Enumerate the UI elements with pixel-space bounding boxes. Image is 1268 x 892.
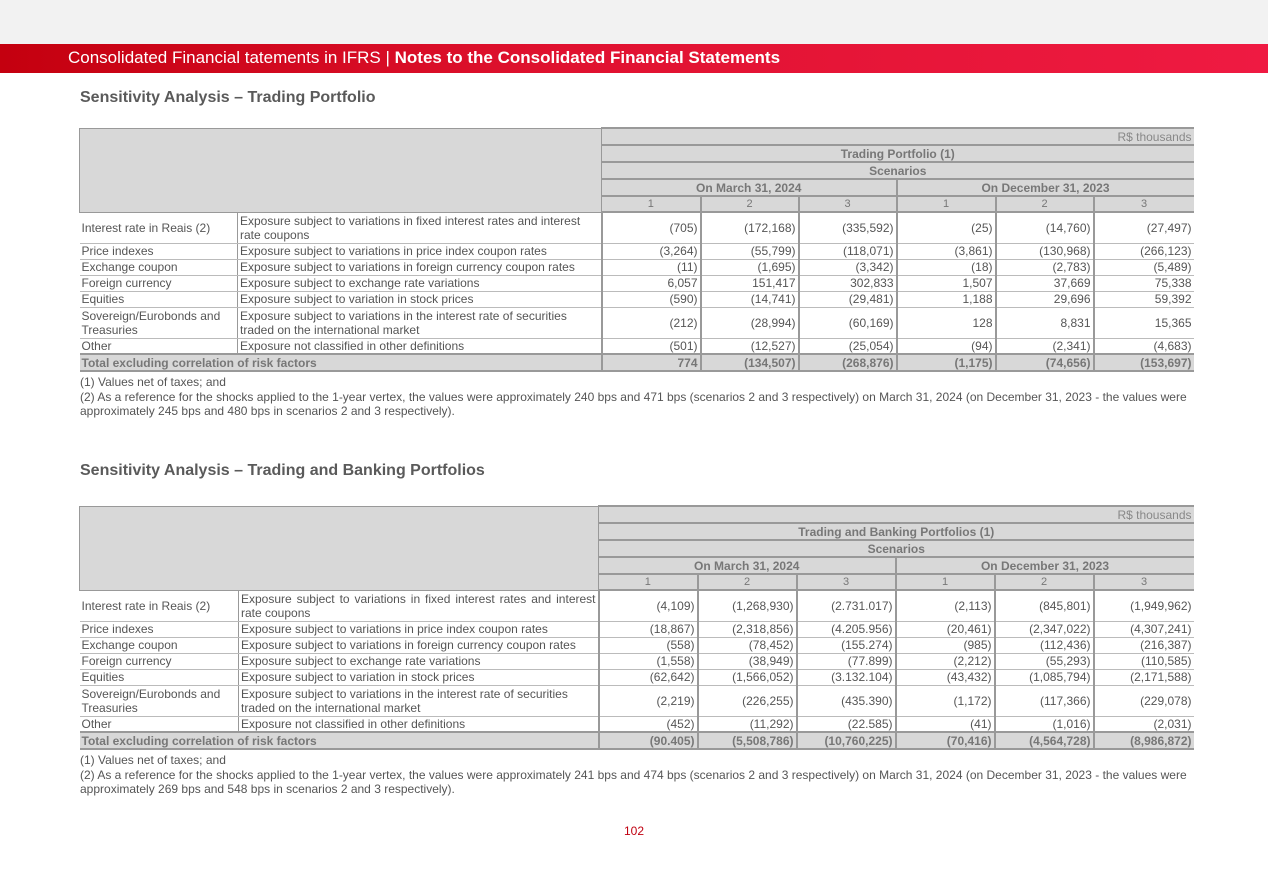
cell-value: (590) xyxy=(602,291,701,307)
total-value: (153,697) xyxy=(1094,354,1194,371)
cell-value: (212) xyxy=(602,307,701,338)
row-description: Exposure not classified in other definitions xyxy=(239,716,599,732)
cell-value: (18,867) xyxy=(599,621,698,637)
table-row xyxy=(80,259,1194,275)
row-label: Price indexes xyxy=(80,243,238,259)
table1-col-header: 1 xyxy=(602,196,701,212)
total-value: (74,656) xyxy=(996,354,1094,371)
row-label: Equities xyxy=(80,669,239,685)
cell-value: (27,497) xyxy=(1094,212,1194,243)
total-value: (4,564,728) xyxy=(995,732,1094,749)
cell-value: (2,347,022) xyxy=(995,621,1094,637)
cell-value: (2,318,856) xyxy=(698,621,797,637)
cell-value: (130,968) xyxy=(996,243,1094,259)
table2-units: R$ thousands xyxy=(599,506,1194,523)
cell-value: (12,527) xyxy=(701,338,799,354)
cell-value: 128 xyxy=(897,307,996,338)
row-description: Exposure subject to exchange rate variations xyxy=(239,653,599,669)
cell-value: (335,592) xyxy=(799,212,897,243)
cell-value: (55,799) xyxy=(701,243,799,259)
total-value: (5,508,786) xyxy=(698,732,797,749)
cell-value: (78,452) xyxy=(698,637,797,653)
row-label: Exchange coupon xyxy=(80,637,239,653)
total-row xyxy=(80,732,1194,749)
row-description: Exposure subject to variations in the interest rate of securities traded on the international market xyxy=(239,685,599,716)
table2-col-header: 1 xyxy=(599,574,698,590)
table-row xyxy=(80,590,1194,621)
cell-value: (94) xyxy=(897,338,996,354)
header-subsection: Notes to the Consolidated Financial Statements xyxy=(394,48,781,67)
cell-value: (435.390) xyxy=(797,685,896,716)
cell-value: (229,078) xyxy=(1094,685,1194,716)
row-description: Exposure subject to exchange rate variations xyxy=(238,275,602,291)
table2-scenarios: Scenarios xyxy=(599,540,1194,557)
table1-title: Sensitivity Analysis – Trading Portfolio xyxy=(80,89,376,106)
cell-value: (38,949) xyxy=(698,653,797,669)
row-description: Exposure subject to variations in price index coupon rates xyxy=(239,621,599,637)
cell-value: (1,016) xyxy=(995,716,1094,732)
cell-value: (43,432) xyxy=(896,669,995,685)
row-label: Interest rate in Reais (2) xyxy=(80,212,238,243)
table-row xyxy=(80,243,1194,259)
table2-notes xyxy=(80,753,1192,797)
cell-value: (1,566,052) xyxy=(698,669,797,685)
cell-value: (705) xyxy=(602,212,701,243)
table1-col-header: 3 xyxy=(799,196,897,212)
row-description: Exposure subject to variations in the interest rate of securities traded on the international market xyxy=(238,307,602,338)
table-row xyxy=(80,275,1194,291)
cell-value: (29,481) xyxy=(799,291,897,307)
header-bar xyxy=(0,44,1268,73)
table2-period-december-2023: On December 31, 2023 xyxy=(896,557,1194,574)
table1-col-header: 3 xyxy=(1094,196,1194,212)
cell-value: (172,168) xyxy=(701,212,799,243)
cell-value: (60,169) xyxy=(799,307,897,338)
cell-value: 8,831 xyxy=(996,307,1094,338)
cell-value: (2.731.017) xyxy=(797,590,896,621)
cell-value: (3,861) xyxy=(897,243,996,259)
row-label: Other xyxy=(80,338,238,354)
cell-value: (2,341) xyxy=(996,338,1094,354)
cell-value: (1,085,794) xyxy=(995,669,1094,685)
row-description: Exposure subject to variations in fixed interest rates and interest rate coupons xyxy=(238,212,602,243)
cell-value: (22.585) xyxy=(797,716,896,732)
table2-portfolio: Trading and Banking Portfolios (1) xyxy=(599,523,1194,540)
total-label: Total excluding correlation of risk factors xyxy=(80,354,602,371)
table1-portfolio: Trading Portfolio (1) xyxy=(602,145,1194,162)
cell-value: (216,387) xyxy=(1094,637,1194,653)
cell-value: (558) xyxy=(599,637,698,653)
cell-value: (4,307,241) xyxy=(1094,621,1194,637)
table-row xyxy=(80,716,1194,732)
cell-value: (1,949,962) xyxy=(1094,590,1194,621)
cell-value: (3,342) xyxy=(799,259,897,275)
cell-value: 6,057 xyxy=(602,275,701,291)
cell-value: (2,113) xyxy=(896,590,995,621)
cell-value: (2,031) xyxy=(1094,716,1194,732)
cell-value: (845,801) xyxy=(995,590,1094,621)
row-description: Exposure subject to variations in price index coupon rates xyxy=(238,243,602,259)
total-value: (70,416) xyxy=(896,732,995,749)
table-row xyxy=(80,653,1194,669)
table-row xyxy=(80,621,1194,637)
table1-units: R$ thousands xyxy=(602,128,1194,145)
cell-value: (3,264) xyxy=(602,243,701,259)
total-value: (1,175) xyxy=(897,354,996,371)
cell-value: (226,255) xyxy=(698,685,797,716)
cell-value: (2,219) xyxy=(599,685,698,716)
total-value: (8,986,872) xyxy=(1094,732,1194,749)
table-row xyxy=(80,307,1194,338)
row-label: Interest rate in Reais (2) xyxy=(80,590,239,621)
row-label: Sovereign/Eurobonds and Treasuries xyxy=(80,307,238,338)
total-value: 774 xyxy=(602,354,701,371)
cell-value: (25) xyxy=(897,212,996,243)
table1-col-header: 2 xyxy=(996,196,1094,212)
cell-value: (41) xyxy=(896,716,995,732)
table1-note-2: (2) As a reference for the shocks applied to the 1-year vertex, the values were approximately 240 bps and 471 bps (scenarios 2 and 3 respectively) on March 31, 2024 (on December 31, 2023 - the values were approximately 245 bps and 480 bps in scenarios 2 and 3 respectively). xyxy=(80,389,1187,418)
cell-value: (18) xyxy=(897,259,996,275)
table2-corner xyxy=(80,506,599,590)
table2-note-2: (2) As a reference for the shocks applied to the 1-year vertex, the values were approximately 241 bps and 474 bps (scenarios 2 and 3 respectively) on March 31, 2024 (on December 31, 2023 - the values were approximately 269 bps and 548 bps in scenarios 2 and 3 respectively). xyxy=(80,767,1187,796)
page-number: 102 xyxy=(623,824,645,838)
row-label: Foreign currency xyxy=(80,653,239,669)
total-value: (134,507) xyxy=(701,354,799,371)
cell-value: (2,212) xyxy=(896,653,995,669)
table1-scenarios: Scenarios xyxy=(602,162,1194,179)
table2-title: Sensitivity Analysis – Trading and Banking Portfolios xyxy=(80,462,485,479)
cell-value: 75,338 xyxy=(1094,275,1194,291)
table1-corner xyxy=(80,128,602,212)
cell-value: (20,461) xyxy=(896,621,995,637)
cell-value: 15,365 xyxy=(1094,307,1194,338)
cell-value: (118,071) xyxy=(799,243,897,259)
cell-value: 1,507 xyxy=(897,275,996,291)
row-description: Exposure subject to variations in fixed interest rates and interest rate coupons xyxy=(239,590,599,621)
table-row xyxy=(80,212,1194,243)
cell-value: 29,696 xyxy=(996,291,1094,307)
row-label: Other xyxy=(80,716,239,732)
row-label: Sovereign/Eurobonds and Treasuries xyxy=(80,685,239,716)
cell-value: 151,417 xyxy=(701,275,799,291)
cell-value: (62,642) xyxy=(599,669,698,685)
table-row xyxy=(80,291,1194,307)
total-value: (268,876) xyxy=(799,354,897,371)
table2-col-header: 2 xyxy=(995,574,1094,590)
total-value: (10,760,225) xyxy=(797,732,896,749)
cell-value: (110,585) xyxy=(1094,653,1194,669)
table1-period-december-2023: On December 31, 2023 xyxy=(897,179,1194,196)
cell-value: (3.132.104) xyxy=(797,669,896,685)
table2-col-header: 3 xyxy=(1094,574,1194,590)
cell-value: (14,760) xyxy=(996,212,1094,243)
row-description: Exposure subject to variations in foreign currency coupon rates xyxy=(238,259,602,275)
cell-value: (117,366) xyxy=(995,685,1094,716)
cell-value: 302,833 xyxy=(799,275,897,291)
cell-value: (155.274) xyxy=(797,637,896,653)
table1-col-header: 2 xyxy=(701,196,799,212)
row-label: Equities xyxy=(80,291,238,307)
header-title xyxy=(68,48,780,68)
cell-value: (112,436) xyxy=(995,637,1094,653)
row-label: Exchange coupon xyxy=(80,259,238,275)
cell-value: (1,695) xyxy=(701,259,799,275)
total-value: (90.405) xyxy=(599,732,698,749)
cell-value: (4,683) xyxy=(1094,338,1194,354)
row-description: Exposure subject to variations in foreign currency coupon rates xyxy=(239,637,599,653)
table1-note-1: (1) Values net of taxes; and xyxy=(80,375,226,389)
table1-notes xyxy=(80,375,1192,419)
cell-value: (77.899) xyxy=(797,653,896,669)
cell-value: (266,123) xyxy=(1094,243,1194,259)
row-label: Foreign currency xyxy=(80,275,238,291)
cell-value: (1,558) xyxy=(599,653,698,669)
table2-col-header: 2 xyxy=(698,574,797,590)
cell-value: (1,172) xyxy=(896,685,995,716)
table-row xyxy=(80,338,1194,354)
table2 xyxy=(79,505,1194,750)
table1-col-header: 1 xyxy=(897,196,996,212)
cell-value: (452) xyxy=(599,716,698,732)
table-row xyxy=(80,669,1194,685)
table2-col-header: 1 xyxy=(896,574,995,590)
table-row xyxy=(80,637,1194,653)
table-row xyxy=(80,685,1194,716)
cell-value: 37,669 xyxy=(996,275,1094,291)
cell-value: (4.205.956) xyxy=(797,621,896,637)
cell-value: (1,268,930) xyxy=(698,590,797,621)
cell-value: (2,783) xyxy=(996,259,1094,275)
row-label: Price indexes xyxy=(80,621,239,637)
total-row xyxy=(80,354,1194,371)
cell-value: (14,741) xyxy=(701,291,799,307)
cell-value: (4,109) xyxy=(599,590,698,621)
cell-value: 1,188 xyxy=(897,291,996,307)
cell-value: (5,489) xyxy=(1094,259,1194,275)
table1-period-march-2024: On March 31, 2024 xyxy=(602,179,897,196)
cell-value: (55,293) xyxy=(995,653,1094,669)
table2-note-1: (1) Values net of taxes; and xyxy=(80,753,226,767)
cell-value: (25,054) xyxy=(799,338,897,354)
row-description: Exposure not classified in other definitions xyxy=(238,338,602,354)
cell-value: (11) xyxy=(602,259,701,275)
table2-period-march-2024: On March 31, 2024 xyxy=(599,557,896,574)
cell-value: (28,994) xyxy=(701,307,799,338)
header-section: Consolidated Financial tatements in IFRS | xyxy=(68,48,395,67)
row-description: Exposure subject to variation in stock prices xyxy=(239,669,599,685)
cell-value: (985) xyxy=(896,637,995,653)
cell-value: (2,171,588) xyxy=(1094,669,1194,685)
table2-col-header: 3 xyxy=(797,574,896,590)
table1 xyxy=(79,127,1194,372)
cell-value: (11,292) xyxy=(698,716,797,732)
total-label: Total excluding correlation of risk factors xyxy=(80,732,599,749)
row-description: Exposure subject to variation in stock prices xyxy=(238,291,602,307)
cell-value: 59,392 xyxy=(1094,291,1194,307)
top-band xyxy=(0,0,1268,44)
cell-value: (501) xyxy=(602,338,701,354)
